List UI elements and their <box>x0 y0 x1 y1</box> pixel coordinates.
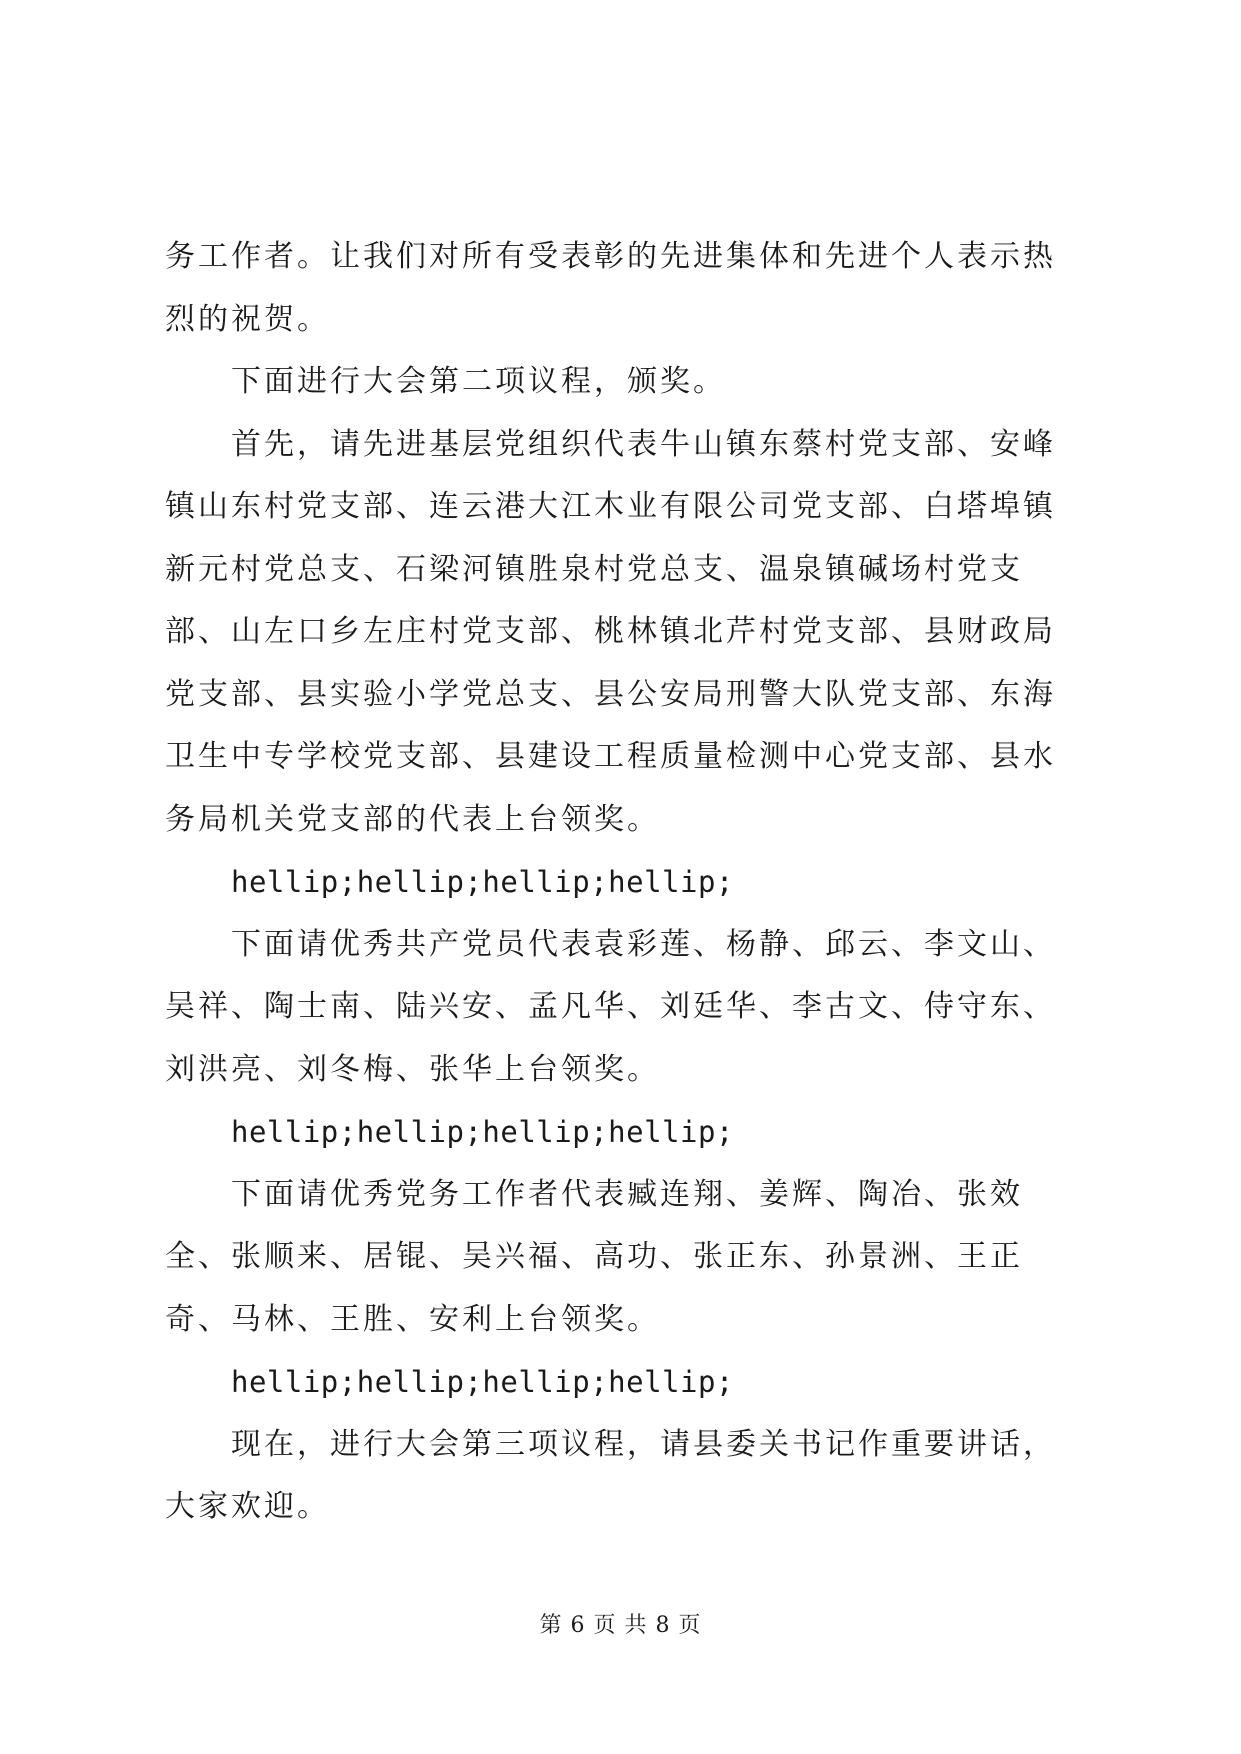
ellipsis-line-1: hellip;hellip;hellip;hellip; <box>231 865 734 899</box>
page-number-footer: 第 6 页 共 8 页 <box>539 1613 702 1638</box>
paragraph-1: 务工作者。让我们对所有受表彰的先进集体和先进个人表示热烈的祝贺。 <box>165 239 1056 337</box>
paragraph-6: 现在，进行大会第三项议程，请县委关书记作重要讲话，大家欢迎。 <box>165 1426 1056 1524</box>
document-body <box>165 226 1080 1539</box>
paragraph-5: 下面请优秀党务工作者代表臧连翔、姜辉、陶冶、张效全、张顺来、居锟、吴兴福、高功、张正东、孙景洲、王正奇、马林、王胜、安利上台领奖。 <box>165 1176 1023 1337</box>
paragraph-4: 下面请优秀共产党员代表袁彩莲、杨静、邱云、李文山、吴祥、陶士南、陆兴安、孟凡华、刘廷华、李古文、侍守东、刘洪亮、刘冬梅、张华上台领奖。 <box>165 926 1056 1087</box>
ellipsis-line-3: hellip;hellip;hellip;hellip; <box>231 1365 734 1399</box>
paragraph-2: 下面进行大会第二项议程，颁奖。 <box>231 364 726 399</box>
ellipsis-line-2: hellip;hellip;hellip;hellip; <box>231 1115 734 1149</box>
paragraph-3: 首先，请先进基层党组织代表牛山镇东蔡村党支部、安峰镇山东村党支部、连云港大江木业有限公司党支部、白塔埠镇新元村党总支、石梁河镇胜泉村党总支、温泉镇碱场村党支部、山左口乡左庄村党支部、桃林镇北芹村党支部、县财政局党支部、县实验小学党总支、县公安局刑警大队党支部、东海卫生中专学校党支部、县建设工程质量检测中心党支部、县水务局机关党支部的代表上台领奖。 <box>165 426 1056 837</box>
